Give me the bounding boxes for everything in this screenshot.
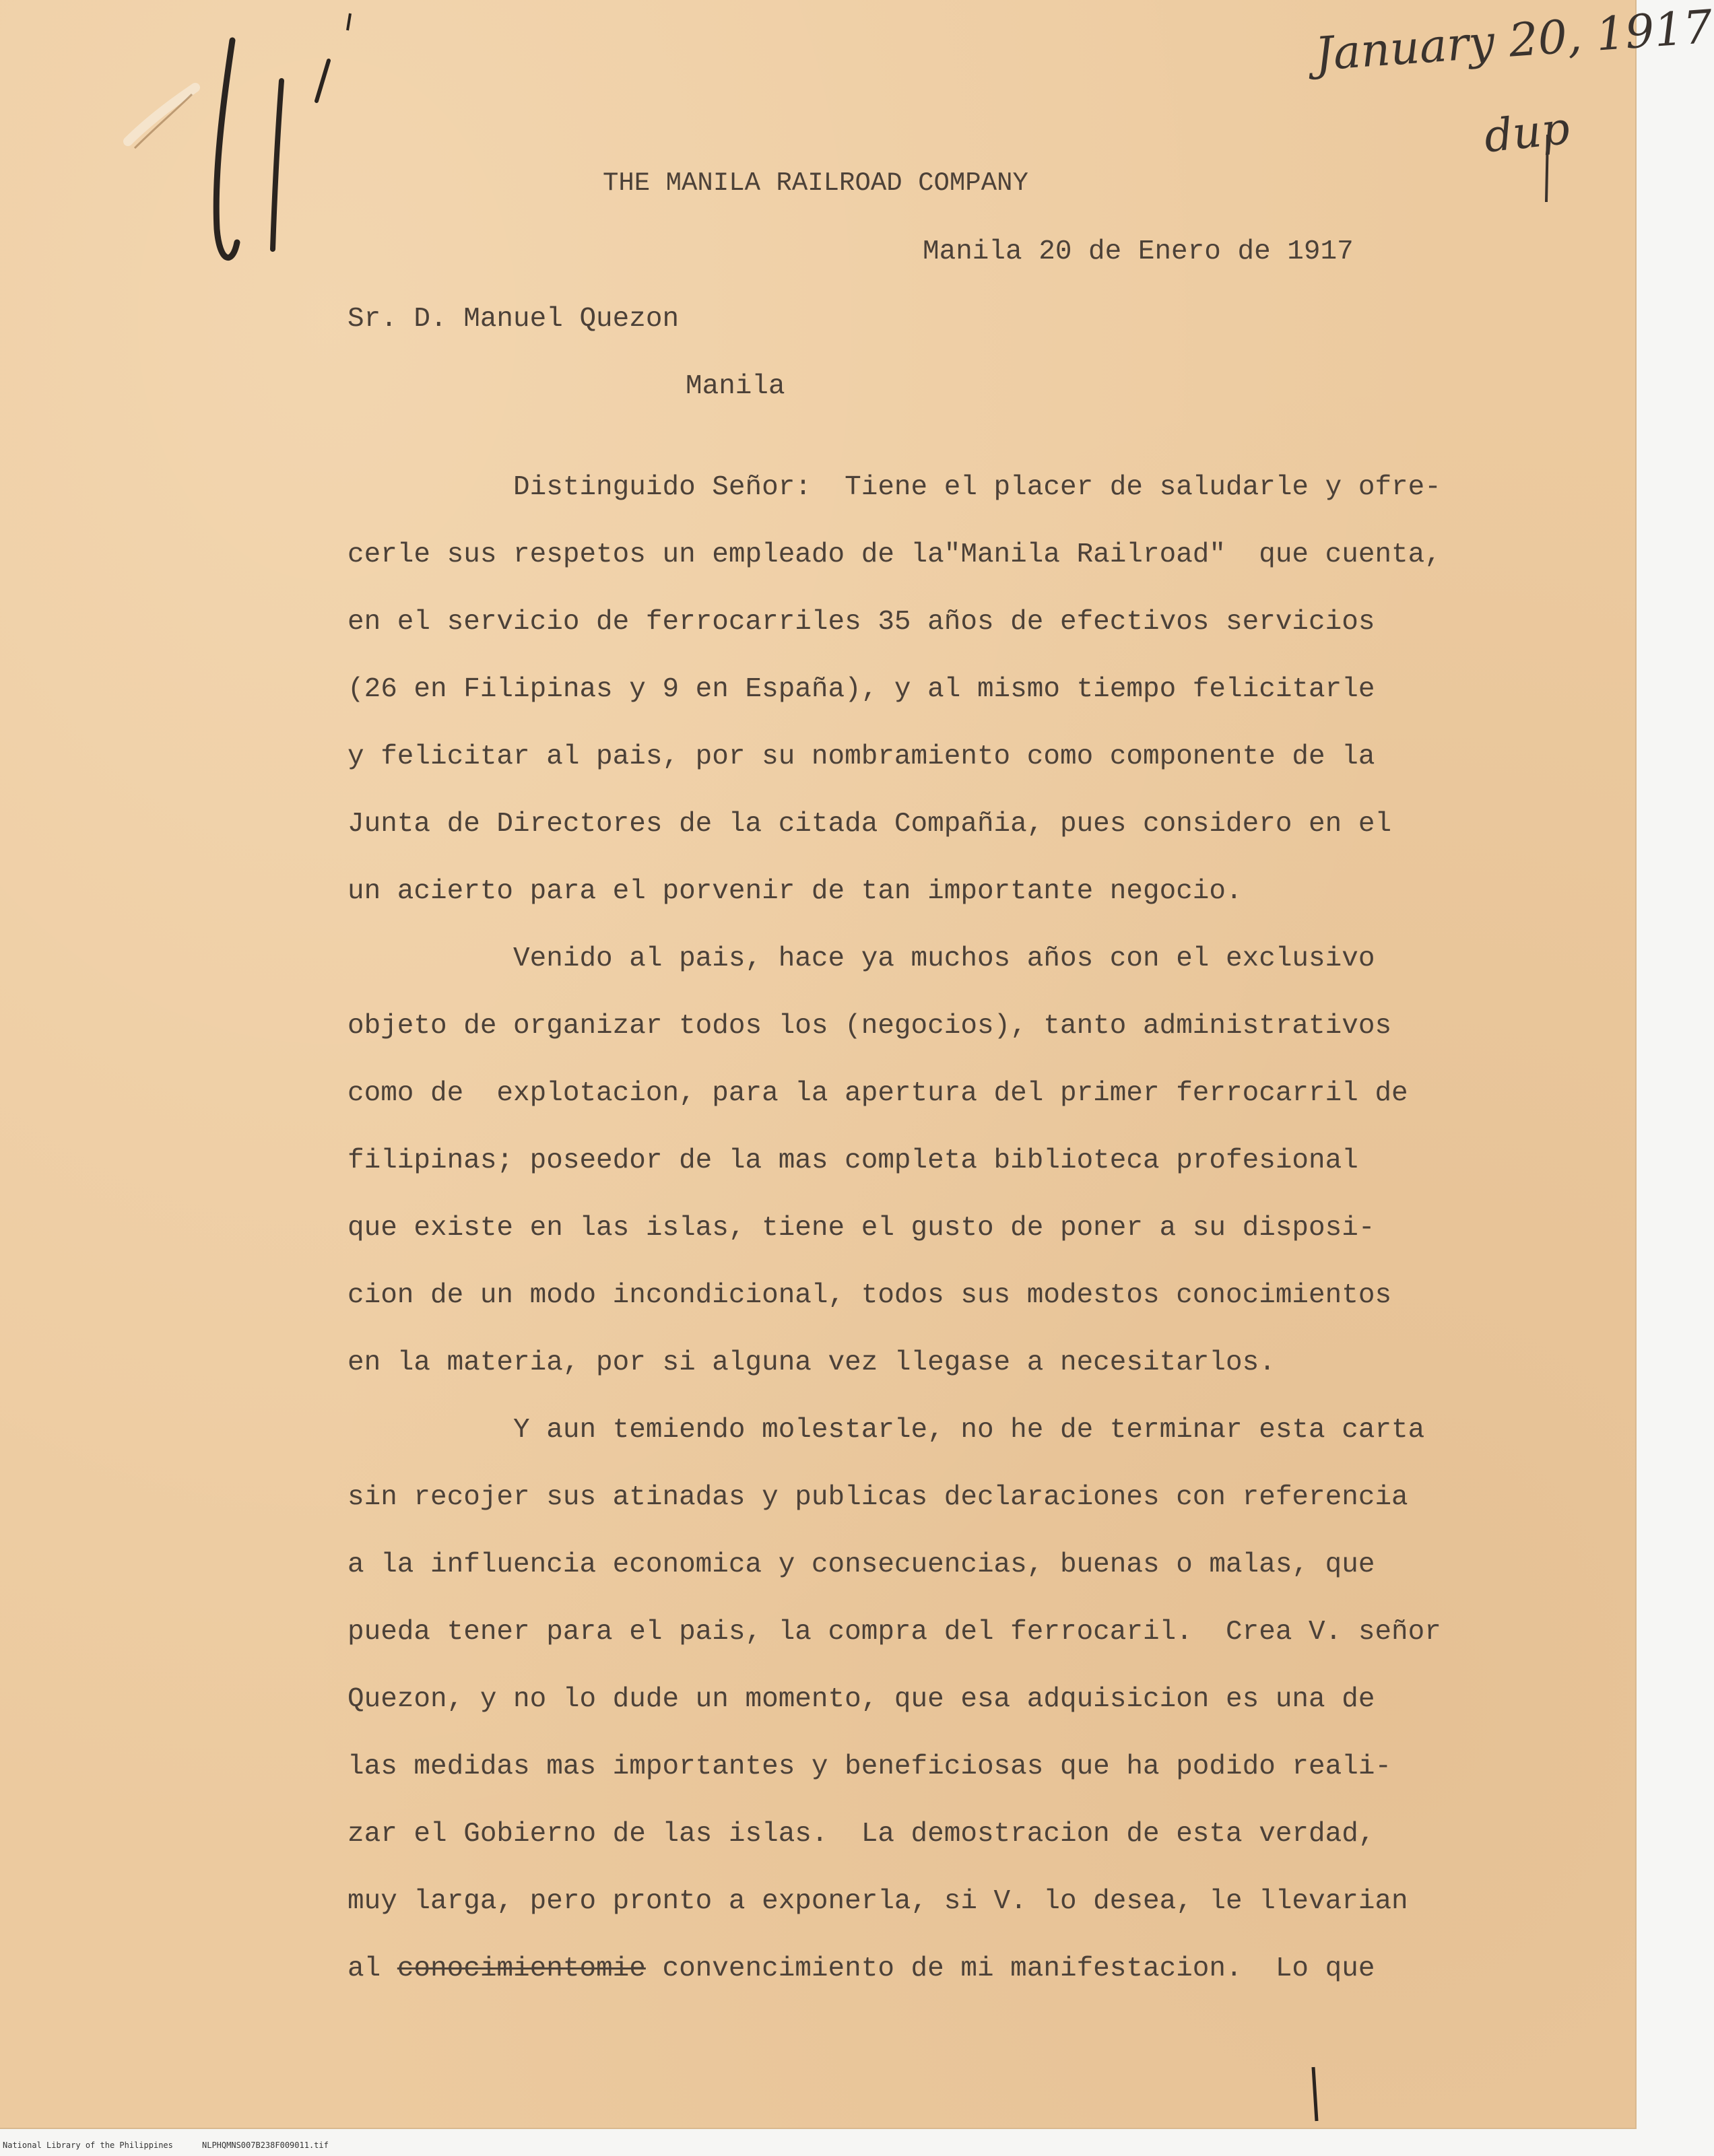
- handwritten-note: dup: [1482, 102, 1573, 163]
- paperclip-mark: [216, 40, 237, 258]
- pen-stroke: [1313, 2067, 1317, 2121]
- paperclip-mark: [273, 81, 282, 249]
- company-heading: THE MANILA RAILROAD COMPANY: [603, 168, 1028, 198]
- archive-credit: National Library of the Philippines: [3, 2141, 173, 2150]
- body-line: Distinguido Señor: Tiene el placer de saludarle y ofre-: [348, 472, 1441, 503]
- body-line: en la materia, por si alguna vez llegase a necesitarlos.: [348, 1347, 1276, 1378]
- last-line-rest: convencimiento de mi manifestacion. Lo que: [645, 1953, 1375, 1984]
- body-line: Y aun temiendo molestarle, no he de terminar esta carta: [348, 1415, 1425, 1446]
- body-line: un acierto para el porvenir de tan importante negocio.: [348, 876, 1243, 907]
- body-line: como de explotacion, para la apertura del primer ferrocarril de: [348, 1078, 1408, 1109]
- letter-date: Manila 20 de Enero de 1917: [923, 236, 1354, 267]
- body-line: y felicitar al pais, por su nombramiento como componente de la: [348, 741, 1375, 772]
- body-line: Junta de Directores de la citada Compañia, pues considero en el: [348, 809, 1392, 840]
- body-line: a la influencia economica y consecuencias, buenas o malas, que: [348, 1549, 1375, 1580]
- archive-filename: NLPHQMNS007B238F009011.tif: [202, 2141, 329, 2150]
- body-line-last: [348, 1953, 1375, 1985]
- body-line: objeto de organizar todos los (negocios), tanto administrativos: [348, 1011, 1392, 1042]
- body-line: en el servicio de ferrocarriles 35 años de efectivos servicios: [348, 607, 1375, 638]
- body-line: cerle sus respetos un empleado de la"Manila Railroad" que cuenta,: [348, 539, 1441, 570]
- body-line: pueda tener para el pais, la compra del ferrocaril. Crea V. señor: [348, 1617, 1441, 1648]
- body-line: Quezon, y no lo dude un momento, que esa adquisicion es una de: [348, 1684, 1375, 1715]
- addressee-city: Manila: [686, 371, 785, 402]
- body-line: sin recojer sus atinadas y publicas declaraciones con referencia: [348, 1482, 1408, 1513]
- body-line: que existe en las islas, tiene el gusto de poner a su disposi-: [348, 1213, 1375, 1244]
- body-line: filipinas; poseedor de la mas completa biblioteca profesional: [348, 1145, 1358, 1176]
- body-line: zar el Gobierno de las islas. La demostracion de esta verdad,: [348, 1819, 1375, 1850]
- body-line: muy larga, pero pronto a exponerla, si V. lo desea, le llevarian: [348, 1886, 1408, 1917]
- body-line: Venido al pais, hace ya muchos años con el exclusivo: [348, 943, 1375, 974]
- handwritten-date: January 20, 1917: [1313, 0, 1714, 81]
- body-line: las medidas mas importantes y beneficiosas que ha podido reali-: [348, 1751, 1392, 1782]
- paperclip-mark: [317, 61, 329, 101]
- last-line-start: al: [348, 1953, 397, 1984]
- body-line: cion de un modo incondicional, todos sus modestos conocimientos: [348, 1280, 1392, 1311]
- addressee-name: Sr. D. Manuel Quezon: [348, 304, 680, 335]
- struck-text: conocimientomie: [397, 1953, 646, 1984]
- body-line: (26 en Filipinas y 9 en España), y al mismo tiempo felicitarle: [348, 674, 1375, 705]
- wear-mark: [128, 88, 195, 141]
- paperclip-mark: [348, 13, 350, 30]
